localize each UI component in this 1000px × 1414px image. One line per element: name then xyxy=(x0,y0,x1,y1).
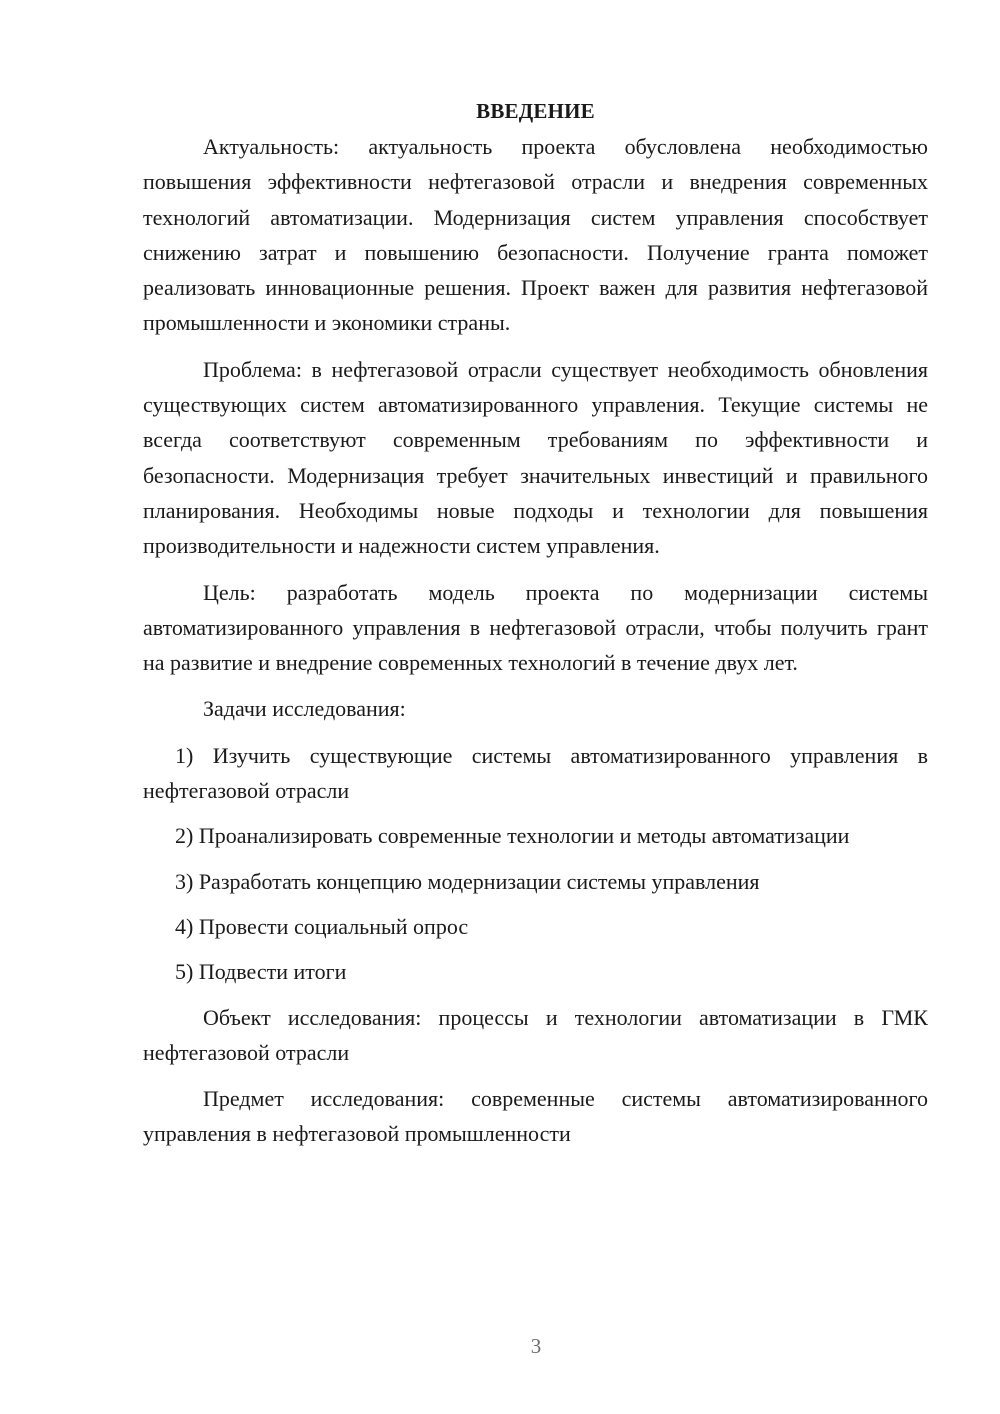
task-item: 5) Подвести итоги xyxy=(175,959,347,985)
page-content xyxy=(143,96,928,1163)
task-item: 4) Провести социальный опрос xyxy=(175,913,469,939)
task-item: 1) Изучить существующие системы автоматизированного управления в нефтегазовой отрасли xyxy=(143,742,928,804)
section-heading: ВВЕДЕНИЕ xyxy=(476,99,595,123)
goal-paragraph: Цель: разработать модель проекта по модернизации системы автоматизированного управления в нефтегазовой отрасли, чтобы получить грант на развитие и внедрение современных технологий в течение двух лет. xyxy=(143,579,928,676)
task-item: 3) Разработать концепцию модернизации системы управления xyxy=(175,868,760,894)
tasks-list xyxy=(143,738,928,990)
task-item: 2) Проанализировать современные технологии и методы автоматизации xyxy=(175,823,850,849)
page-number: 3 xyxy=(530,1334,542,1358)
problem-paragraph: Проблема: в нефтегазовой отрасли существует необходимость обновления существующих систем автоматизированного управления. Текущие системы не всегда соответствуют современным требованиям по эффективности и безопасности. Модернизация требует значительных инвестиций и правильного планирования. Необходимы новые подходы и технологии для повышения производительности и надежности систем управления. xyxy=(143,356,928,559)
tasks-title: Задачи исследования: xyxy=(203,696,406,722)
relevance-paragraph: Актуальность: актуальность проекта обусловлена необходимостью повышения эффективности нефтегазовой отрасли и внедрения современных технологий автоматизации. Модернизация систем управления способствует снижению затрат и повышению безопасности. Получение гранта поможет реализовать инновационные решения. Проект важен для развития нефтегазовой промышленности и экономики страны. xyxy=(143,134,928,336)
subject-paragraph: Предмет исследования: современные системы автоматизированного управления в нефтегазовой промышленности xyxy=(143,1086,928,1147)
object-paragraph: Объект исследования: процессы и технологии автоматизации в ГМК нефтегазовой отрасли xyxy=(143,1004,928,1065)
